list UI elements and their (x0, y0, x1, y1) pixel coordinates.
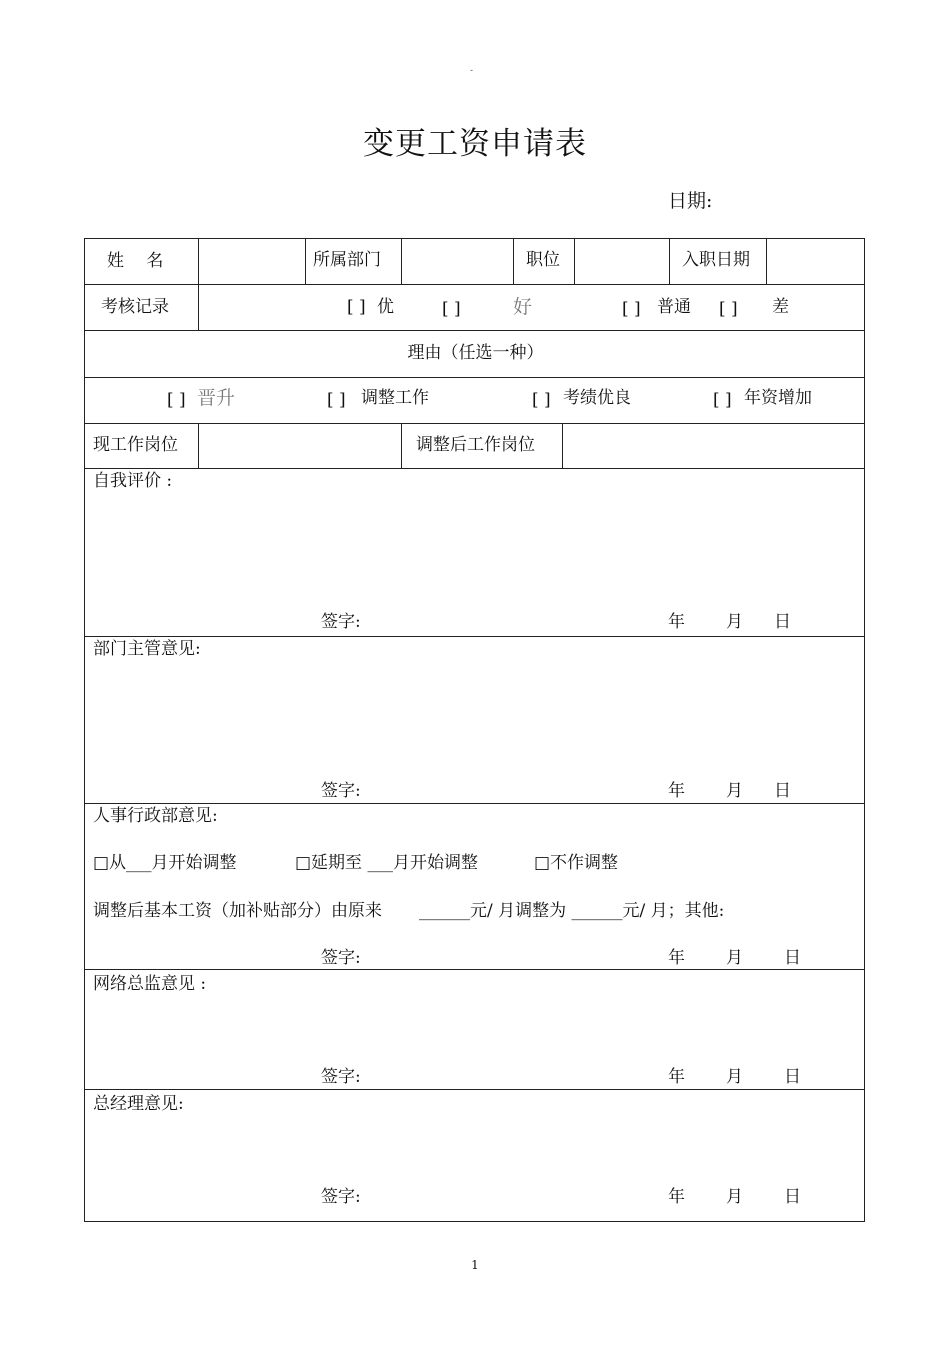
month-label: 月 (726, 781, 743, 801)
position-label: 职位 (526, 250, 560, 270)
option-excellent: 优 (377, 297, 394, 317)
checkbox-excellent[interactable]: [ ] (347, 297, 366, 317)
signature-label: 签字: (321, 948, 361, 968)
section-divider (85, 803, 864, 804)
checkbox-normal[interactable]: [ ] (622, 299, 641, 319)
option-poor: 差 (772, 297, 789, 317)
col-divider (401, 423, 402, 468)
option-performance: 考绩优良 (563, 388, 631, 408)
col-divider (562, 423, 563, 468)
name-label: 姓 名 (107, 251, 164, 271)
option-seniority: 年资增加 (744, 388, 812, 408)
month-label: 月 (726, 948, 743, 968)
day-label: 日 (774, 612, 791, 632)
col-divider (766, 239, 767, 284)
month-label: 月 (726, 1187, 743, 1207)
application-form (84, 238, 865, 1222)
new-post-label: 调整后工作岗位 (416, 435, 535, 455)
general-manager-opinion-label: 总经理意见: (93, 1094, 184, 1114)
hr-option-no-adjust[interactable]: □不作调整 (534, 853, 619, 873)
signature-label: 签字: (321, 1067, 361, 1087)
col-divider (513, 239, 514, 284)
day-label: 日 (784, 1187, 801, 1207)
option-normal: 普通 (657, 297, 691, 317)
checkbox-good[interactable]: [ ] (442, 299, 461, 319)
checkbox-seniority[interactable]: [ ] (713, 390, 732, 410)
row-divider (85, 330, 864, 331)
current-post-label: 现工作岗位 (93, 435, 178, 455)
reason-header: 理由（任选一种） (407, 343, 544, 363)
section-divider (85, 1089, 864, 1090)
top-mark: - (470, 66, 474, 76)
salary-adjust-amounts: ______元/ 月调整为 ______元/ 月；其他: (419, 901, 725, 921)
month-label: 月 (726, 1067, 743, 1087)
year-label: 年 (668, 1067, 685, 1087)
hr-option-postpone[interactable]: □延期至 ___月开始调整 (295, 853, 478, 873)
signature-label: 签字: (321, 612, 361, 632)
checkbox-job-change[interactable]: [ ] (327, 390, 346, 410)
page-number: 1 (471, 1258, 479, 1272)
date-label: 日期: (668, 190, 713, 212)
salary-adjust-prefix: 调整后基本工资（加补贴部分）由原来 (93, 901, 382, 921)
section-divider (85, 636, 864, 637)
day-label: 日 (784, 1067, 801, 1087)
row-divider (85, 284, 864, 285)
month-label: 月 (726, 612, 743, 632)
hr-opinion-label: 人事行政部意见: (93, 806, 218, 826)
year-label: 年 (668, 781, 685, 801)
review-record-label: 考核记录 (101, 297, 169, 317)
year-label: 年 (668, 1187, 685, 1207)
row-divider (85, 468, 864, 469)
signature-label: 签字: (321, 781, 361, 801)
day-label: 日 (784, 948, 801, 968)
dept-manager-opinion-label: 部门主管意见: (93, 639, 201, 659)
col-divider (574, 239, 575, 284)
row-divider (85, 377, 864, 378)
year-label: 年 (668, 948, 685, 968)
hr-option-start-month[interactable]: □从___月开始调整 (93, 853, 237, 873)
day-label: 日 (774, 781, 791, 801)
checkbox-performance[interactable]: [ ] (532, 390, 551, 410)
dept-label: 所属部门 (313, 250, 381, 270)
hire-date-label: 入职日期 (682, 250, 750, 270)
year-label: 年 (668, 612, 685, 632)
col-divider (669, 239, 670, 284)
col-divider (198, 239, 199, 284)
checkbox-poor[interactable]: [ ] (719, 299, 738, 319)
row-divider (85, 423, 864, 424)
col-divider (198, 284, 199, 330)
option-job-change: 调整工作 (361, 388, 429, 408)
col-divider (305, 239, 306, 284)
self-evaluation-label: 自我评价 : (93, 471, 173, 491)
section-divider (85, 969, 864, 970)
option-good: 好 (513, 296, 533, 318)
col-divider (198, 423, 199, 468)
page-title: 变更工资申请表 (363, 126, 587, 162)
option-promotion: 晋升 (197, 387, 236, 409)
col-divider (401, 239, 402, 284)
checkbox-promotion[interactable]: [ ] (167, 390, 186, 410)
signature-label: 签字: (321, 1187, 361, 1207)
network-director-opinion-label: 网络总监意见 : (93, 974, 207, 994)
